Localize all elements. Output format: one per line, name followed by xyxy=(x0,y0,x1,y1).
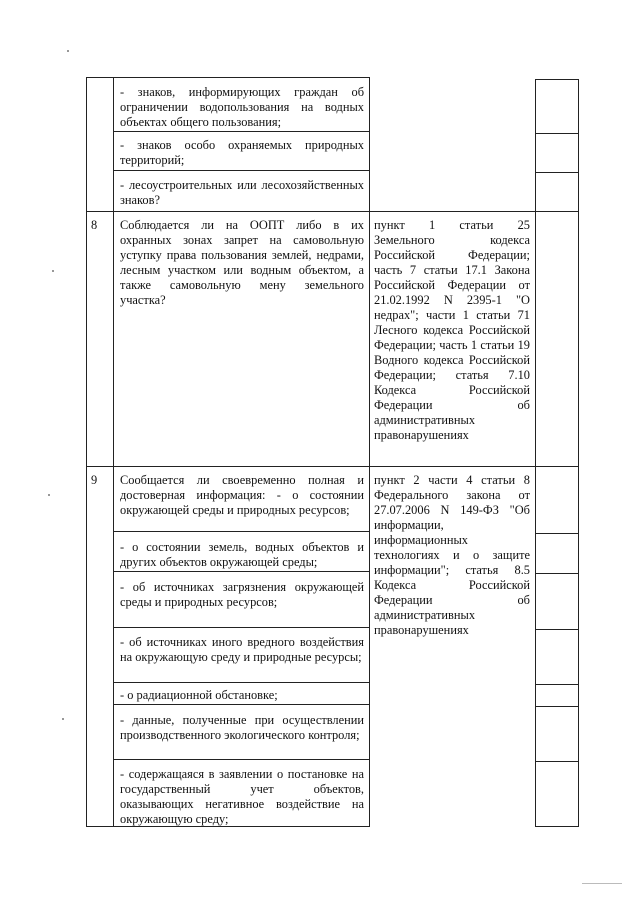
table-line xyxy=(113,77,114,827)
table-line xyxy=(535,79,578,80)
table-line xyxy=(113,627,369,628)
table-line xyxy=(535,79,536,827)
table-line xyxy=(535,573,578,574)
table-cell-legal-basis: пункт 1 статьи 25 Земельного кодекса Российской Федерации; часть 7 статьи 17.1 Закона Российской Федерации от 21.02.1992 N 2395-1 "О недрах"; части 1 статьи 71 Лесного кодекса Российской Федерации; часть 1 статьи 19 Водного кодекса Российской Федерации; статья 7.10 Кодекса Российской Федерации об административных правонарушениях xyxy=(374,218,530,442)
table-cell-question: - о состоянии земель, водных объектов и других объектов окружающей среды; xyxy=(120,540,364,569)
table-line xyxy=(535,684,578,685)
scan-speck xyxy=(48,494,50,496)
table-line xyxy=(535,533,578,534)
table-line xyxy=(535,706,578,707)
scan-mark xyxy=(582,883,622,884)
table-line xyxy=(113,131,369,132)
table-line xyxy=(113,531,369,532)
table-line xyxy=(113,682,369,683)
table-line xyxy=(86,77,369,78)
table-line xyxy=(535,761,578,762)
table-line xyxy=(113,170,369,171)
table-cell-question: - об источниках загрязнения окружающей среды и природных ресурсов; xyxy=(120,580,364,609)
table-cell-question: - об источниках иного вредного воздействия на окружающую среду и природные ресурсы; xyxy=(120,635,364,664)
table-line xyxy=(86,77,87,827)
table-cell-question: - лесоустроительных или лесохозяйственных знаков? xyxy=(120,178,364,207)
table-line xyxy=(578,79,579,827)
table-cell-legal-basis: пункт 2 части 4 статьи 8 Федерального закона от 27.07.2006 N 149-ФЗ "Об информации, информационных технологиях и о защите информации"; статья 8.5 Кодекса Российской Федерации об административных правонарушениях xyxy=(374,473,530,637)
row-number: 9 xyxy=(91,473,98,487)
table-line xyxy=(369,77,370,827)
table-cell-question: Соблюдается ли на ООПТ либо в их охранных зонах запрет на самовольную уступку права пользования землей, недрами, лесным участком или водным объектом, а также самовольную мену земельного участка? xyxy=(120,218,364,307)
table-line xyxy=(113,759,369,760)
table-cell-question: - о радиационной обстановке; xyxy=(120,688,278,702)
table-line xyxy=(113,704,369,705)
table-cell-question: - знаков, информирующих граждан об ограничении водопользования на водных объектах общего пользования; xyxy=(120,85,364,129)
table-line xyxy=(535,629,578,630)
scan-speck xyxy=(62,718,64,720)
table-cell-question: - содержащаяся в заявлении о постановке на государственный учет объектов, оказывающих негативное воздействие на окружающую среду; xyxy=(120,767,364,826)
table-cell-question: Сообщается ли своевременно полная и достоверная информация: - о состоянии окружающей среды и природных ресурсов; xyxy=(120,473,364,517)
table-line xyxy=(535,172,578,173)
table-cell-question: - знаков особо охраняемых природных территорий; xyxy=(120,138,364,167)
scan-speck xyxy=(67,50,69,52)
table-line xyxy=(86,211,578,212)
table-cell-question: - данные, полученные при осуществлении производственного экологического контроля; xyxy=(120,713,364,742)
scan-speck xyxy=(52,270,54,272)
row-number: 8 xyxy=(91,218,98,232)
table-line xyxy=(86,466,578,467)
table-line xyxy=(535,826,578,827)
table-line xyxy=(113,571,369,572)
table-line xyxy=(535,133,578,134)
